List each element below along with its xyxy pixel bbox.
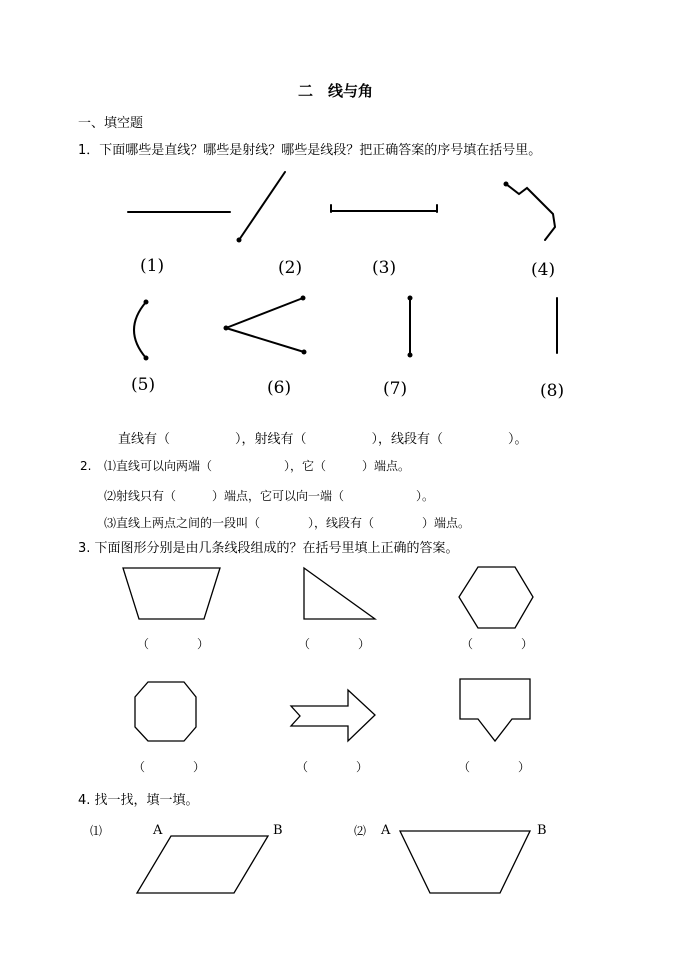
- q3-answer-blank-6: （ ）: [458, 760, 531, 774]
- q4-fig2-label-b: B: [537, 823, 547, 838]
- figure-5-endpoint-bottom: [144, 356, 149, 361]
- figure-5-endpoint-top: [144, 300, 149, 305]
- q2-number: 2.: [80, 459, 92, 473]
- figure-6-point-a: [301, 296, 306, 301]
- figure-label-4: (4): [531, 260, 556, 280]
- q4-prompt: 4. 找一找，填一填。: [78, 793, 199, 808]
- q4-fig1-label-a: A: [153, 823, 163, 838]
- shape-trapezoid: [123, 568, 220, 619]
- figure-6-point-b: [302, 350, 307, 355]
- q3-answer-blank-4: （ ）: [133, 760, 206, 774]
- figure-6-vertex: [224, 326, 229, 331]
- q3-answer-blank-2: （ ）: [298, 637, 371, 651]
- q1-answer-line: 直线有（ ），射线有（ ），线段有（ ）。: [118, 432, 528, 447]
- q3-answer-blank-3: （ ）: [461, 637, 534, 651]
- figure-6-ray-a: [226, 298, 303, 328]
- shape-hexagon: [459, 567, 533, 628]
- q2-line-2: ⑵射线只有（ ）端点，它可以向一端（ ）。: [104, 489, 435, 503]
- q4-parallelogram: [137, 836, 268, 893]
- q3-answer-blank-5: （ ）: [296, 760, 369, 774]
- figure-label-1: (1): [140, 256, 165, 276]
- q4-fig1-number: ⑴: [90, 824, 103, 838]
- figure-5-curve: [134, 302, 146, 358]
- q1-prompt: 1．下面哪些是直线？哪些是射线？哪些是线段？把正确答案的序号填在括号里。: [78, 143, 542, 158]
- figure-label-5: (5): [131, 375, 156, 395]
- figure-label-6: (6): [267, 378, 292, 398]
- figure-4-broken-line: [506, 184, 555, 240]
- figure-2-ray: [239, 172, 285, 240]
- figure-6-ray-b: [226, 328, 304, 352]
- figure-7-endpoint-bottom: [408, 353, 413, 358]
- q4-trapezoid: [400, 831, 530, 893]
- shape-pentagon-arrow: [460, 679, 530, 741]
- q3-answer-blank-1: （ ）: [137, 637, 210, 651]
- q4-fig2-number: ⑵: [354, 824, 367, 838]
- page-title: 二 线与角: [298, 82, 374, 100]
- q2-line-1: ⑴直线可以向两端（ ），它（ ）端点。: [104, 459, 411, 473]
- shape-octagon: [135, 682, 196, 741]
- figure-label-8: (8): [540, 381, 565, 401]
- shape-right-triangle: [304, 568, 375, 619]
- q4-fig2-label-a: A: [381, 823, 391, 838]
- figure-4-endpoint: [504, 182, 509, 187]
- figure-7-endpoint-top: [408, 296, 413, 301]
- section-heading: 一、填空题: [78, 116, 144, 131]
- q3-prompt: 3. 下面图形分别是由几条线段组成的？在括号里填上正确的答案。: [78, 541, 459, 556]
- figure-label-3: (3): [372, 258, 397, 278]
- figure-label-2: (2): [278, 258, 303, 278]
- figure-label-7: (7): [383, 379, 408, 399]
- q4-fig1-label-b: B: [273, 823, 283, 838]
- figure-2-endpoint: [237, 238, 242, 243]
- q2-line-3: ⑶直线上两点之间的一段叫（ ），线段有（ ）端点。: [104, 516, 471, 530]
- shape-arrow: [291, 690, 375, 741]
